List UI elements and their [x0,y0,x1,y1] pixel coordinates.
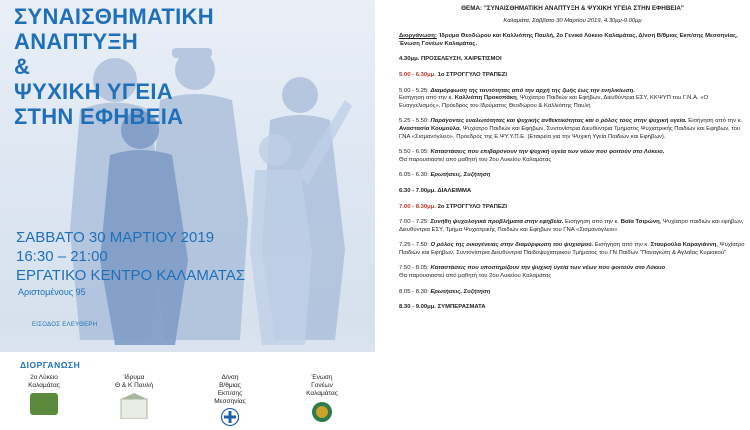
free-entry-note: ΕΙΣΟΔΟΣ ΕΛΕΥΘΕΡΗ [32,322,98,328]
organizer-name-line: Δ/νση [221,374,239,381]
item-description: , Ψυχίατρο Παιδιών και Εφήβων, Συντονίστρια Διευθύντρια Παιδοψυχιατρικού Τμήματος του ΓΝ Παίδων "Παναγιώτη & Αγλαΐας Κυριακού" [399,242,745,256]
round-table-1-label: 1ο ΣΤΡΟΓΓΥΛΟ ΤΡΑΠΕΖΙ [436,71,508,78]
programme-place-date: Καλαμάτα, Σάββατο 30 Μαρτίου 2019, 4.30μμ-9.00μμ [503,17,642,24]
organizer-name-line: Β/θμιας [219,382,241,389]
organizer-name-line: Καλαμάτας [306,390,338,397]
arrival-heading: 4.30μμ. ΠΡΟΣΕΛΕΥΣΗ, ΧΑΙΡΕΤΙΣΜΟΙ [399,56,502,63]
organizer-directorate [200,374,260,429]
item-title: Ερωτήσεις, Συζήτηση [430,288,491,295]
round-table-2-time: 7.00 - 8.30μμ. [399,203,437,210]
round-table-2-heading [399,204,746,212]
foundation-logo-icon [119,393,149,419]
item-title: Συνήθη ψυχολογικά προβλήματα στην εφηβεία. [430,219,564,226]
poster-title [14,4,214,129]
programme-organizers [399,33,746,48]
item-lead: Εισήγηση από την κ. [686,118,743,125]
organizer-name-line: Γονέων [311,382,333,389]
organizer-parents-union [290,374,354,426]
item-speaker: Αναστασία Κουμούλα [399,125,460,132]
organizer-name-line: Μεσσηνίας [214,398,246,405]
programme-item [399,118,746,141]
programme-item [399,265,746,280]
round-table-1-heading [399,72,746,80]
item-time: 8.05 - 8.30: [399,288,431,295]
item-description: Θα παρουσιαστεί από μαθητή του 2ου Λυκείου Καλαμάτας [399,273,552,280]
item-time: 7.00 - 7.25: [399,219,431,226]
item-title: Διαμόρφωση της ταυτότητας από την αρχή της ζωής έως την ενηλικίωση. [430,87,635,94]
event-date: ΣΑΒΒΑΤΟ 30 ΜΑΡΤΙΟΥ 2019 [16,229,215,246]
item-time: 6.05 - 6.30: [399,172,431,179]
organizer-name-line: Ίδρυμα [123,374,145,381]
item-time: 5.50 - 6.05: [399,149,431,156]
item-description: , Ψυχίατρο Παιδιών και Εφήβων, Συντονίστρια Διευθύντρια Τμήματος Ψυχιατρικής Παιδιών και Εφήβων, του ΓΝΑ «Σισμανόγλειο», Πρόεδρος της Ε.ΨΥ.Υ.Π.Ε. (Εταιρεία για την Ψυχική Υγεία Παιδιών και Εφήβων). [399,125,741,140]
break-heading: 6.30 - 7.00μμ. ΔΙΑΛΕΙΜΜΑ [399,187,472,194]
programme-item [399,219,746,234]
round-table-1-time: 5.00 - 6.30μμ. [399,71,437,78]
item-description: , Ψυχίατρο Παιδιών και Εφήβων, Διευθύντρια ΕΣΥ, ΚΚΨΥΠ του Γ.Ν.Α. «Ο Ευαγγελισμός», Πρόεδρος του Ιδρύματος Θεοδώρου & Καλλιόπης Παυλή [399,95,709,109]
item-time: 5.00 - 5.25: [399,87,431,94]
programme-item [399,289,746,297]
organizers-title: ΔΙΟΡΓΑΝΩΣΗ [20,360,81,370]
greek-emblem-icon [220,408,240,426]
organizer-name-line: Θ & Κ Παυλή [114,382,154,389]
item-lead: Εισήγηση από την κ. [399,95,455,102]
school-logo-icon [30,393,58,415]
item-title: Ο ρόλος της οικογένειας στην διαμόρφωση του ψυχισμού. [430,242,594,249]
organizers-label: Διοργάνωση: [399,33,437,40]
organizers-text: Ίδρυμα Θεοδώρου και Καλλιόπης Παυλή, 2ο Γενικό Λύκειο Καλαμάτας, Δ/νση Β/θμιας Εκπ/σης Μεσσηνίας, Ένωση Γονέων Καλαμάτας. [399,33,738,47]
poster-title-line: ΨΥΧΙΚΗ ΥΓΕΙΑ [14,79,173,104]
item-title: Καταστάσεις που υποστηρίζουν την ψυχική υγεία των νέων που φοιτούν στο Λύκειο [430,265,666,272]
conclusions-heading: 8.30 - 9.00μμ. ΣΥΜΠΕΡΑΣΜΑΤΑ [399,304,486,311]
programme-item [399,242,746,257]
item-description: Θα παρουσιαστεί από μαθητή του 2ου Λυκείου Καλαμάτας [399,156,552,163]
event-info [16,228,245,299]
organizer-name-line: Εκπ/σης [217,390,243,397]
item-title: Καταστάσεις που επιβαρύνουν την ψυχική υγεία των νέων που φοιτούν στο Λύκειο. [430,149,665,156]
event-venue: ΕΡΓΑΤΙΚΟ ΚΕΝΤΡΟ ΚΑΛΑΜΑΤΑΣ [16,267,246,284]
event-time: 16:30 – 21:00 [16,248,108,265]
organizer-name-line: Ένωση [311,374,333,381]
event-address: Αριστομένους 95 [18,287,86,297]
item-time: 7.50 - 8.05: [399,265,431,272]
item-speaker: Σταυρούλα Καραγιάννη [650,242,717,249]
poster-title-line: ΑΝΑΠΤΥΞΗ [14,29,139,54]
organizer-name-line: Καλαμάτας [28,382,60,389]
item-lead: Εισήγηση από την κ. [593,242,651,249]
poster-title-line: ΣΥΝΑΙΣΘΗΜΑΤΙΚΗ [14,4,214,29]
parents-union-logo-icon [311,401,333,423]
programme-item [399,88,746,111]
item-time: 7.25 - 7.50: [399,242,431,249]
organizer-school [14,374,74,415]
poster-title-line: ΣΤΗΝ ΕΦΗΒΕΙΑ [14,104,184,129]
programme-item [399,172,746,180]
poster-title-line: & [14,54,31,79]
organizers-section [0,352,375,430]
programme-item [399,149,746,164]
event-programme [375,0,750,430]
programme-theme: ΘΕΜΑ: "ΣΥΝΑΙΣΘΗΜΑΤΙΚΗ ΑΝΑΠΤΥΞΗ & ΨΥΧΙΚΗ ΥΓΕΙΑ ΣΤΗΝ ΕΦΗΒΕΙΑ" [461,5,684,12]
item-speaker: Βαϊα Τσιρώνη [620,219,660,226]
item-lead: Εισήγηση από την κ. [563,219,621,226]
organizer-foundation [104,374,164,422]
item-speaker: Καλλιόπη Προκοπάκη [454,95,517,102]
item-title: Παράγοντες ευαλωτότητας και ψυχικής ανθεκτικότητας και ο ρόλος τους στην ψυχική υγεία. [430,118,687,125]
item-description: , Ψυχίατρο παιδιών και εφήβων, Διευθύντρια ΕΣΥ, Τμήμα Ψυχιατρικής Παιδιών και Εφήβων του ΓΝΑ «Σισμανόγλειο» [399,219,744,233]
item-title: Ερωτήσεις, Συζήτηση [430,172,491,179]
round-table-2-label: 2ο ΣΤΡΟΓΓΥΛΟ ΤΡΑΠΕΖΙ [436,203,508,210]
item-time: 5.25 - 5.50: [399,118,431,125]
organizer-name-line: 2ο Λύκειο [30,374,58,381]
